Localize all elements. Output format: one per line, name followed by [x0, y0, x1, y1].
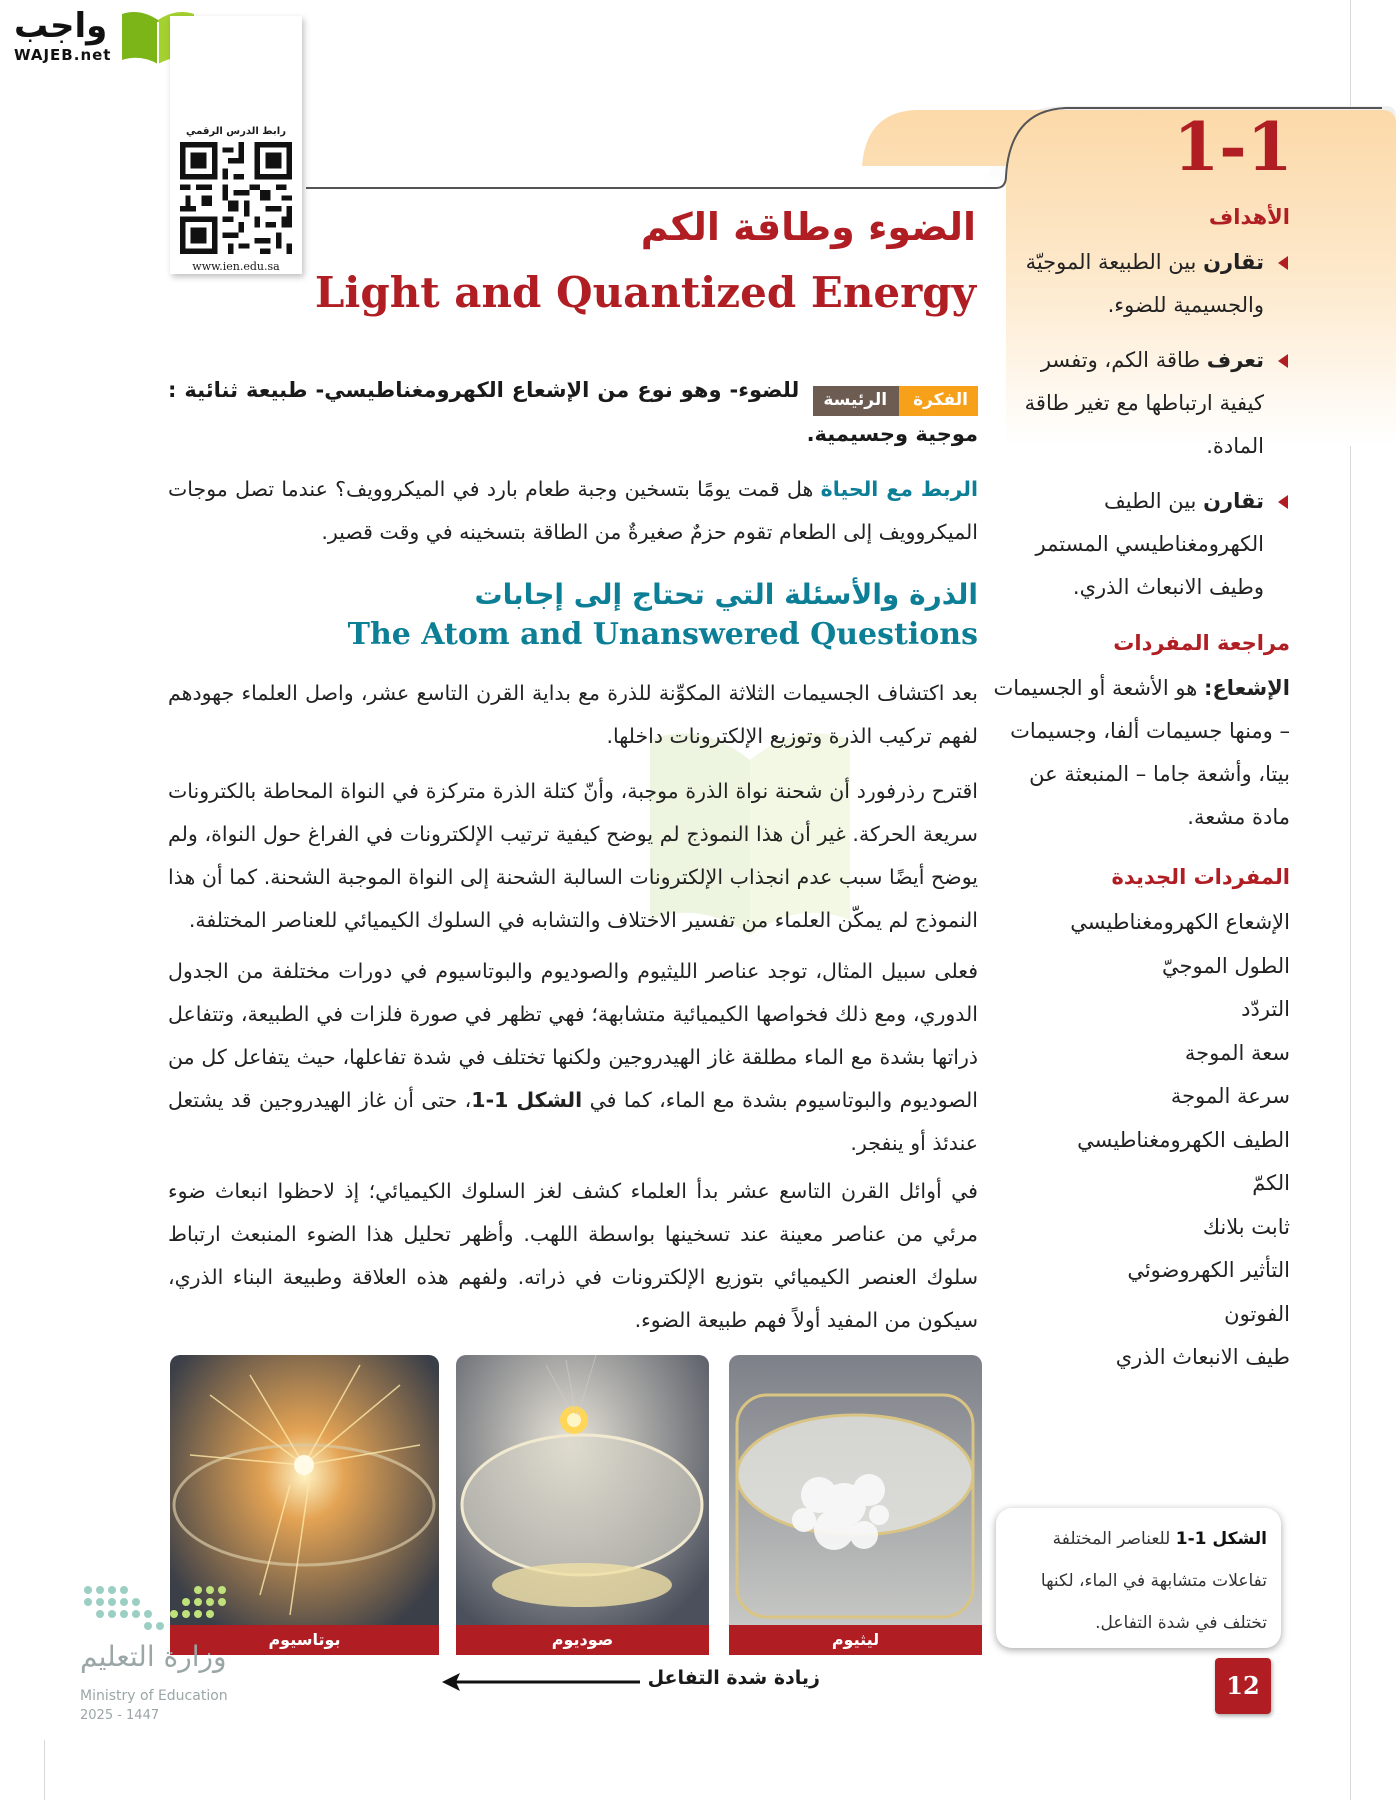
lesson-title-english: Light and Quantized Energy — [314, 268, 976, 317]
real-life-text: هل قمت يومًا بتسخين وجبة طعام بارد في الميكروويف؟ عندما تصل موجات الميكروويف إلى الطعام تقوم حزمٌ صغيرةٌ من الطاقة بتسخينه في وقت قصير. — [168, 477, 978, 544]
vocab-term: طيف الانبعاث الذري — [1115, 1345, 1290, 1369]
photo-lithium — [729, 1355, 982, 1655]
vocab-term: ثابت بلانك — [1202, 1214, 1290, 1239]
ministry-name-arabic: وزارة التعليم — [80, 1640, 227, 1673]
objective-verb: تقارن — [1203, 489, 1264, 513]
logo-english: WAJEB.net — [14, 46, 112, 64]
new-vocab-heading: المفردات الجديدة — [1111, 865, 1290, 889]
vocab-review-entry — [990, 667, 1290, 839]
paragraph-1: بعد اكتشاف الجسيمات الثلاثة المكوِّنة للذرة مع بداية القرن التاسع عشر، واصل العلماء جهودهم لفهم تركيب الذرة وتوزيع الإلكترونات داخلها. — [168, 681, 978, 748]
objective-text: بين الطيف الكهرومغناطيسي المستمر وطيف الانبعاث الذري. — [1035, 489, 1264, 599]
vocab-review-definition: هو الأشعة أو الجسيمات – ومنها جسيمات ألفا، وجسيمات بيتا، وأشعة جاما – المنبعثة عن مادة مشعة. — [993, 676, 1290, 829]
photo-sodium — [456, 1355, 709, 1655]
arrow-left-icon — [440, 1667, 640, 1697]
sidebar — [990, 205, 1290, 1380]
paragraph-3-text-end: ، حتى أن غاز الهيدروجين قد يشتعل عندئذ أو ينفجر. — [168, 1088, 978, 1155]
paragraph-3 — [168, 950, 978, 1165]
vocab-review-heading: مراجعة المفردات — [1113, 631, 1290, 655]
objective-text: بين الطبيعة الموجيّة والجسيمية للضوء. — [1025, 250, 1264, 317]
paragraph-2: اقترح رذرفورد أن شحنة نواة الذرة موجبة، وأنّ كتلة الذرة مترکزة في النواة المحاطة بالكترونات سريعة الحركة. غير أن هذا النموذج لم يوضح كيفية ترتيب الإلكترونات في الفراغ حول النواة، ولم يوضح أيضًا سبب عدم انجذاب الإلكترونات السالبة الشحنة إلى النواة الموجبة الشحنة. كما أن هذا النموذج لم يمكّن العلماء من تفسير الاختلاف والتشابه في السلوك الكيميائي للعناصر المختلفة. — [168, 779, 978, 932]
logo-arabic: واجب — [14, 6, 108, 46]
sodium-reaction-image — [456, 1355, 709, 1655]
ministry-name-english: Ministry of Education — [80, 1688, 228, 1704]
lesson-number: 1-1 — [1173, 108, 1293, 186]
reaction-intensity-label: زيادة شدة التفاعل — [647, 1667, 820, 1689]
figure-reference[interactable]: الشكل 1-1 — [471, 1088, 583, 1112]
vocab-review-term: الإشعاع: — [1204, 676, 1290, 700]
vocab-term: الكمّ — [1252, 1171, 1290, 1195]
vocab-term: سعة الموجة — [1184, 1040, 1290, 1065]
paragraph-4: في أوائل القرن التاسع عشر بدأ العلماء كشف لغز السلوك الكيميائي؛ إذ لاحظوا انبعاث ضوء مرئي من عناصر معينة عند تسخينها بواسطة اللهب. وأظهر تحليل هذا الضوء المنبعث ارتباط سلوك العنصر الكيميائي بتوزيع الإلكترونات في ذراته. ولفهم هذه العلاقة وطبيعة البناء الذري، سيكون من المفيد أولاً فهم طبيعة الضوء. — [168, 1179, 978, 1332]
real-life-connection — [168, 468, 978, 554]
qr-code-icon[interactable] — [180, 142, 292, 254]
vocab-term: التردّد — [1241, 997, 1290, 1021]
objective-item — [990, 241, 1290, 327]
real-life-label: الربط مع الحياة — [820, 477, 979, 501]
section-heading — [168, 575, 978, 655]
section-title-arabic: الذرة والأسئلة التي تحتاج إلى إجابات — [474, 578, 978, 611]
qr-card[interactable] — [170, 16, 302, 274]
figure-caption-label: الشكل 1-1 — [1175, 1529, 1267, 1549]
vocab-term: الطيف الكهرومغناطيسي — [1077, 1127, 1290, 1152]
photo-label-sodium: صوديوم — [456, 1625, 709, 1655]
ministry-logo — [78, 1578, 268, 1728]
paragraph-3-text: فعلى سبيل المثال، توجد عناصر الليثيوم والصوديوم والبوتاسيوم في دورات مختلفة من الجدول الدوري، ومع ذلك فخواصها الكيميائية متشابهة؛ فهي تظهر في صورة فلزات في الطبيعة، وتتفاعل ذراتها بشدة مع الماء مطلقة غاز الهيدروجين ولكنها تختلف في شدة تفاعلها، حيث يتفاعل كل من الصوديوم والبوتاسيوم بشدة مع الماء، كما في — [168, 959, 978, 1112]
main-idea-tag — [813, 376, 978, 410]
figure-caption — [996, 1508, 1281, 1648]
section-title-english: The Atom and Unanswered Questions — [347, 617, 978, 652]
ministry-dots-icon — [78, 1578, 248, 1638]
reaction-intensity-arrow — [440, 1667, 820, 1697]
main-idea-text: للضوء- وهو نوع من الإشعاع الكهرومغناطيسي- طبيعة ثنائية : موجية وجسيمية. — [168, 378, 978, 446]
objective-verb: تعرف — [1206, 348, 1264, 372]
qr-url[interactable]: www.ien.edu.sa — [192, 260, 280, 273]
lesson-title-arabic: الضوء وطاقة الكم — [640, 205, 976, 249]
vocab-term: الطول الموجيّ — [1162, 953, 1290, 978]
objective-item — [990, 339, 1290, 468]
objective-verb: تقارن — [1203, 250, 1264, 274]
main-idea — [168, 368, 978, 456]
objective-item — [990, 480, 1290, 609]
photo-label-lithium: ليثيوم — [729, 1625, 982, 1655]
vocab-term: الإشعاع الكهرومغناطيسي — [1070, 910, 1290, 934]
qr-label: رابط الدرس الرقمي — [186, 126, 286, 137]
objective-text: طاقة الكم، وتفسر كيفية ارتباطها مع تغير طاقة المادة. — [1024, 348, 1264, 458]
new-vocab-list — [990, 901, 1290, 1380]
objectives-heading: الأهداف — [1208, 205, 1290, 229]
page-number: 12 — [1215, 1658, 1271, 1714]
vocab-term: الفوتون — [1224, 1301, 1290, 1326]
ministry-year: 2025 - 1447 — [80, 1708, 160, 1723]
main-idea-tag-part1: الفكرة — [899, 386, 978, 416]
wajeb-logo[interactable] — [10, 6, 190, 66]
main-idea-tag-part2: الرئيسة — [813, 386, 899, 416]
photo-label-potassium: بوتاسيوم — [170, 1625, 439, 1655]
page-guide-line — [44, 1740, 45, 1800]
figure-caption-text: للعناصر المختلفة تفاعلات متشابهة في الماء، لكنها تختلف في شدة التفاعل. — [1040, 1529, 1267, 1633]
lithium-reaction-image — [729, 1355, 982, 1655]
vocab-term: سرعة الموجة — [1170, 1084, 1290, 1108]
vocab-term: التأثير الكهروضوئي — [1127, 1258, 1290, 1282]
